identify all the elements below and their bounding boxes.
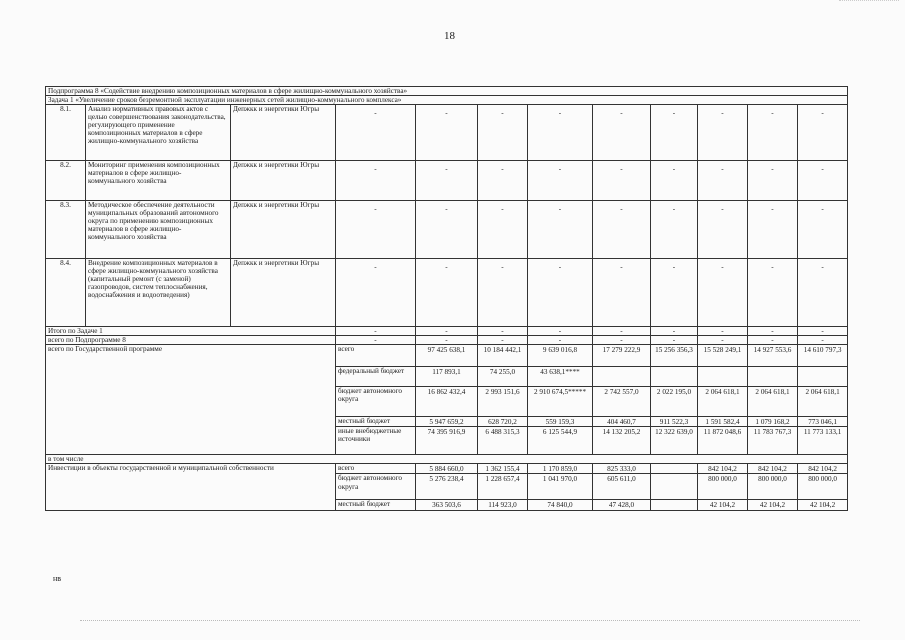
measure-number: 8.1. bbox=[46, 105, 86, 161]
dash-cell: - bbox=[748, 161, 798, 201]
dash-cell: - bbox=[478, 105, 528, 161]
value-cell bbox=[748, 367, 798, 387]
value-cell: 14 132 205,2 bbox=[593, 427, 651, 455]
value-cell: 11 783 767,3 bbox=[748, 427, 798, 455]
value-cell: 11 773 133,1 bbox=[798, 427, 848, 455]
value-cell: 842 104,2 bbox=[798, 464, 848, 474]
subprogram-header: Подпрограмма 8 «Содействие внедрению композиционных материалов в сфере жилищно-коммунального хозяйства» bbox=[46, 87, 848, 96]
dash-cell: - bbox=[478, 336, 528, 345]
value-cell: 43 638,1**** bbox=[528, 367, 593, 387]
value-cell: 842 104,2 bbox=[698, 464, 748, 474]
value-cell: 74 255,0 bbox=[478, 367, 528, 387]
value-cell: 15 256 356,3 bbox=[651, 345, 698, 367]
value-cell: 11 872 048,6 bbox=[698, 427, 748, 455]
dash-cell: - bbox=[651, 201, 698, 259]
value-cell: 911 522,3 bbox=[651, 417, 698, 427]
dash-cell: - bbox=[336, 336, 416, 345]
value-cell: 10 184 442,1 bbox=[478, 345, 528, 367]
value-cell bbox=[651, 474, 698, 500]
dash-cell: - bbox=[593, 105, 651, 161]
scan-artifact-line bbox=[80, 620, 860, 621]
including-row bbox=[46, 455, 848, 464]
program-total-row bbox=[46, 345, 848, 367]
value-cell: 5 276 238,4 bbox=[416, 474, 478, 500]
dash-cell: - bbox=[798, 201, 848, 259]
dash-cell: - bbox=[416, 105, 478, 161]
value-cell bbox=[593, 367, 651, 387]
value-cell: 74 395 916,9 bbox=[416, 427, 478, 455]
dash-cell: - bbox=[478, 327, 528, 336]
dash-cell: - bbox=[336, 161, 416, 201]
dash-cell: - bbox=[593, 327, 651, 336]
total-task-label: Итого по Задаче 1 bbox=[46, 327, 336, 336]
funding-source: федеральный бюджет bbox=[336, 367, 416, 387]
dash-cell: - bbox=[748, 105, 798, 161]
value-cell: 628 720,2 bbox=[478, 417, 528, 427]
value-cell: 14 610 797,3 bbox=[798, 345, 848, 367]
dash-cell: - bbox=[748, 336, 798, 345]
value-cell bbox=[651, 500, 698, 510]
measure-name: Анализ нормативных правовых актов с целью совершенствования законодательства, регулирующего применение композиционных материалов в сфере жилищно-коммунального хозяйства bbox=[86, 105, 231, 161]
dash-cell: - bbox=[698, 259, 748, 327]
measure-row bbox=[46, 259, 848, 327]
program-total-label: всего по Государственной программе bbox=[46, 345, 336, 455]
dash-cell: - bbox=[798, 105, 848, 161]
dash-cell: - bbox=[651, 336, 698, 345]
value-cell: 42 104,2 bbox=[798, 500, 848, 510]
value-cell: 2 993 151,6 bbox=[478, 387, 528, 417]
value-cell: 17 279 222,9 bbox=[593, 345, 651, 367]
funding-source: бюджет автономного округа bbox=[336, 387, 416, 417]
dash-cell: - bbox=[651, 259, 698, 327]
dash-cell: - bbox=[528, 161, 593, 201]
dash-cell: - bbox=[416, 201, 478, 259]
dash-cell: - bbox=[698, 327, 748, 336]
total-subprogram-label: всего по Подпрограмме 8 bbox=[46, 336, 336, 345]
value-cell: 9 639 016,8 bbox=[528, 345, 593, 367]
funding-source: местный бюджет bbox=[336, 417, 416, 427]
measure-executor: Депжкк и энергетики Югры bbox=[231, 201, 336, 259]
value-cell: 16 862 432,4 bbox=[416, 387, 478, 417]
dash-cell: - bbox=[593, 201, 651, 259]
dash-cell: - bbox=[336, 327, 416, 336]
dash-cell: - bbox=[698, 161, 748, 201]
investment-row bbox=[46, 464, 848, 474]
funding-source: всего bbox=[336, 464, 416, 474]
dash-cell: - bbox=[748, 201, 798, 259]
value-cell: 800 000,0 bbox=[748, 474, 798, 500]
value-cell: 559 159,3 bbox=[528, 417, 593, 427]
total-subprogram-row bbox=[46, 336, 848, 345]
dash-cell: - bbox=[593, 161, 651, 201]
value-cell: 15 528 249,1 bbox=[698, 345, 748, 367]
dash-cell: - bbox=[478, 259, 528, 327]
dash-cell: - bbox=[593, 336, 651, 345]
value-cell: 2 064 618,1 bbox=[698, 387, 748, 417]
dash-cell: - bbox=[798, 327, 848, 336]
dash-cell: - bbox=[593, 259, 651, 327]
dash-cell: - bbox=[336, 201, 416, 259]
dash-cell: - bbox=[798, 259, 848, 327]
measure-executor: Депжкк и энергетики Югры bbox=[231, 105, 336, 161]
value-cell: 1 079 168,2 bbox=[748, 417, 798, 427]
dash-cell: - bbox=[748, 259, 798, 327]
value-cell: 6 125 544,9 bbox=[528, 427, 593, 455]
value-cell: 800 000,0 bbox=[698, 474, 748, 500]
dash-cell: - bbox=[651, 105, 698, 161]
dash-cell: - bbox=[478, 201, 528, 259]
value-cell: 47 428,0 bbox=[593, 500, 651, 510]
footer-mark: нв bbox=[53, 574, 62, 583]
value-cell: 5 884 660,0 bbox=[416, 464, 478, 474]
value-cell: 114 923,0 bbox=[478, 500, 528, 510]
value-cell: 842 104,2 bbox=[748, 464, 798, 474]
value-cell: 12 322 639,0 bbox=[651, 427, 698, 455]
value-cell: 97 425 638,1 bbox=[416, 345, 478, 367]
dash-cell: - bbox=[651, 327, 698, 336]
value-cell: 14 927 553,6 bbox=[748, 345, 798, 367]
value-cell: 404 460,7 bbox=[593, 417, 651, 427]
dash-cell: - bbox=[478, 161, 528, 201]
funding-source: всего bbox=[336, 345, 416, 367]
value-cell: 1 591 582,4 bbox=[698, 417, 748, 427]
measure-row bbox=[46, 161, 848, 201]
value-cell: 6 488 315,3 bbox=[478, 427, 528, 455]
dash-cell: - bbox=[528, 201, 593, 259]
value-cell: 825 333,0 bbox=[593, 464, 651, 474]
funding-source: бюджет автономного округа bbox=[336, 474, 416, 500]
dash-cell: - bbox=[798, 161, 848, 201]
dash-cell: - bbox=[698, 201, 748, 259]
value-cell: 773 046,1 bbox=[798, 417, 848, 427]
measure-name: Мониторинг применения композиционных материалов в сфере жилищно-коммунального хозяйства bbox=[86, 161, 231, 201]
dash-cell: - bbox=[798, 336, 848, 345]
value-cell: 42 104,2 bbox=[698, 500, 748, 510]
dash-cell: - bbox=[528, 327, 593, 336]
measure-number: 8.3. bbox=[46, 201, 86, 259]
value-cell: 2 742 557,0 bbox=[593, 387, 651, 417]
value-cell: 1 170 859,0 bbox=[528, 464, 593, 474]
page-number: 18 bbox=[444, 30, 455, 42]
value-cell bbox=[651, 464, 698, 474]
value-cell bbox=[651, 367, 698, 387]
investments-label: Инвестиции в объекты государственной и муниципальной собственности bbox=[46, 464, 336, 510]
total-task-row bbox=[46, 327, 848, 336]
dash-cell: - bbox=[416, 327, 478, 336]
dash-cell: - bbox=[698, 105, 748, 161]
funding-source: местный бюджет bbox=[336, 500, 416, 510]
value-cell: 42 104,2 bbox=[748, 500, 798, 510]
dash-cell: - bbox=[528, 105, 593, 161]
including-label: в том числе bbox=[46, 455, 848, 464]
value-cell: 2 022 195,0 bbox=[651, 387, 698, 417]
value-cell: 363 503,6 bbox=[416, 500, 478, 510]
measure-executor: Депжкк и энергетики Югры bbox=[231, 259, 336, 327]
value-cell: 117 893,1 bbox=[416, 367, 478, 387]
subprogram-header-row bbox=[46, 87, 848, 96]
value-cell: 74 840,0 bbox=[528, 500, 593, 510]
dash-cell: - bbox=[416, 259, 478, 327]
measure-row bbox=[46, 105, 848, 161]
value-cell: 1 362 155,4 bbox=[478, 464, 528, 474]
program-table bbox=[45, 86, 848, 511]
value-cell bbox=[698, 367, 748, 387]
measure-executor: Депжкк и энергетики Югры bbox=[231, 161, 336, 201]
value-cell bbox=[798, 367, 848, 387]
funding-source: иные внебюджетные источники bbox=[336, 427, 416, 455]
dash-cell: - bbox=[698, 336, 748, 345]
dash-cell: - bbox=[416, 161, 478, 201]
value-cell: 800 000,0 bbox=[798, 474, 848, 500]
dash-cell: - bbox=[528, 259, 593, 327]
measure-row bbox=[46, 201, 848, 259]
dash-cell: - bbox=[336, 105, 416, 161]
dash-cell: - bbox=[336, 259, 416, 327]
measure-number: 8.4. bbox=[46, 259, 86, 327]
dash-cell: - bbox=[748, 327, 798, 336]
dash-cell: - bbox=[651, 161, 698, 201]
value-cell: 2 064 618,1 bbox=[798, 387, 848, 417]
task-header-row bbox=[46, 96, 848, 105]
scan-artifact-corner bbox=[839, 0, 899, 1]
value-cell: 5 947 659,2 bbox=[416, 417, 478, 427]
measure-name: Внедрение композиционных материалов в сфере жилищно-коммунального хозяйства (капитальный ремонт (с заменой) газопроводов, систем теплоснабжения, водоснабжения и водоотведения) bbox=[86, 259, 231, 327]
dash-cell: - bbox=[416, 336, 478, 345]
value-cell: 1 041 970,0 bbox=[528, 474, 593, 500]
dash-cell: - bbox=[528, 336, 593, 345]
value-cell: 2 910 674,5***** bbox=[528, 387, 593, 417]
measure-name: Методическое обеспечение деятельности муниципальных образований автономного округа по применению композиционных материалов в сфере жилищно-коммунального хозяйства bbox=[86, 201, 231, 259]
measure-number: 8.2. bbox=[46, 161, 86, 201]
value-cell: 605 611,0 bbox=[593, 474, 651, 500]
task-header: Задача 1 «Увеличение сроков безремонтной эксплуатации инженерных сетей жилищно-коммунального комплекса» bbox=[46, 96, 848, 105]
value-cell: 2 064 618,1 bbox=[748, 387, 798, 417]
value-cell: 1 228 657,4 bbox=[478, 474, 528, 500]
